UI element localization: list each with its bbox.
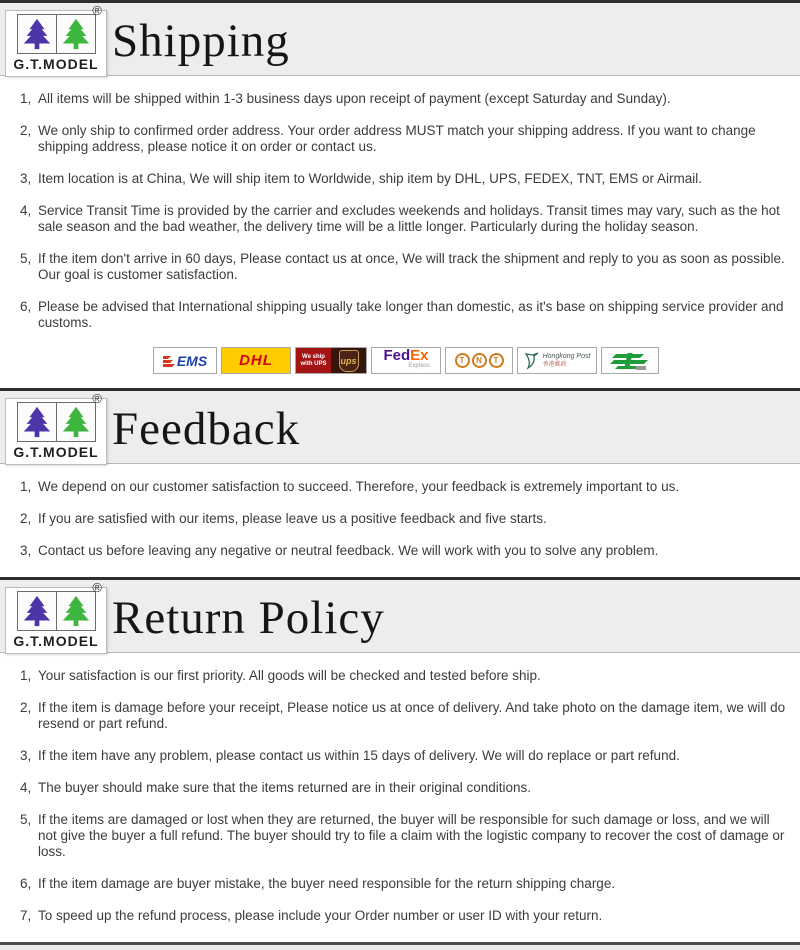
brand-name: G.T.MODEL — [13, 56, 99, 72]
purple-tree-icon — [17, 591, 57, 631]
feedback-item: 3, Contact us before leaving any negative or neutral feedback. We will work with you to solve any problem. — [20, 543, 659, 558]
feedback-title: Feedback — [112, 403, 301, 455]
shipping-content — [0, 76, 800, 388]
shipping-title: Shipping — [112, 15, 290, 67]
return-policy-item: 1, Your satisfaction is our first priority. All goods will be checked and tested before ship. — [20, 668, 541, 683]
return-policy-header-band — [0, 577, 800, 653]
feedback-header-band — [0, 388, 800, 464]
shipping-item: 6, Please be advised that International shipping usually take longer than domestic, as it's base on shipping service provider and customs. — [20, 299, 784, 330]
green-tree-icon — [56, 14, 96, 54]
logo-tree-row — [6, 402, 106, 442]
ems-logo: EMS — [153, 347, 217, 374]
return-policy-item: 7, To speed up the refund process, please include your Order number or user ID with your return. — [20, 908, 603, 923]
ups-logo: We ship with UPS ups — [295, 347, 367, 374]
gtmodel-logo — [5, 3, 107, 77]
shipping-header-band — [0, 0, 800, 76]
green-tree-icon — [56, 591, 96, 631]
section-feedback — [0, 388, 800, 577]
return-policy-item: 4, The buyer should make sure that the items returned are in their original conditions. — [20, 780, 532, 795]
return-policy-title: Return Policy — [112, 592, 385, 644]
return-policy-item: 3, If the item have any problem, please contact us within 15 days of delivery. We will do replace or part refund. — [20, 748, 680, 763]
brand-name: G.T.MODEL — [13, 444, 99, 460]
registered-trademark-symbol: ® — [92, 3, 102, 18]
return-policy-content — [0, 653, 800, 942]
section-return-policy — [0, 577, 800, 942]
carrier-logo-strip — [20, 347, 792, 374]
return-policy-item: 5, If the items are damaged or lost when they are returned, the buyer will be responsible for such damage or loss, and we will not give the buyer a full refund. The buyer should try to file a claim with the logistic company to recover the cost of damage or loss. — [20, 812, 785, 859]
return-policy-item: 2, If the item is damage before your receipt, Please notice us at once of delivery. And take photo on the damage item, we will do resend or part refund. — [20, 700, 786, 731]
registered-trademark-symbol: ® — [92, 580, 102, 595]
feedback-item: 2, If you are satisfied with our items, please leave us a positive feedback and five starts. — [20, 511, 547, 526]
registered-trademark-symbol: ® — [92, 391, 102, 406]
china-post-emblem-icon — [610, 351, 650, 371]
section-shipping — [0, 0, 800, 388]
shipping-item: 4, Service Transit Time is provided by the carrier and excludes weekends and holidays. Transit times may vary, such as the hot sale season and the bad weather, the delivery time will be a little longer. Particularly during the holiday season. — [20, 203, 780, 234]
bottom-divider — [0, 942, 800, 950]
ups-shield-icon: ups — [331, 348, 366, 373]
fedex-logo: FedEx Express — [371, 347, 441, 374]
shipping-item: 3, Item location is at China, We will ship item to Worldwide, ship item by DHL, UPS, FEDEX, TNT, EMS or Airmail. — [20, 171, 702, 186]
tnt-logo: T N T — [445, 347, 513, 374]
purple-tree-icon — [17, 402, 57, 442]
logo-tree-row — [6, 14, 106, 54]
purple-tree-icon — [17, 14, 57, 54]
gtmodel-logo — [5, 391, 107, 465]
gtmodel-logo — [5, 580, 107, 654]
return-policy-item: 6, If the item damage are buyer mistake, the buyer need responsible for the return shipping charge. — [20, 876, 616, 891]
shipping-item: 5, If the item don't arrive in 60 days, Please contact us at once, We will track the shipment and reply to you as soon as possible. Our goal is customer satisfaction. — [20, 251, 785, 282]
feedback-content — [0, 464, 800, 577]
shipping-item: 1, All items will be shipped within 1-3 business days upon receipt of payment (except Saturday and Sunday). — [20, 91, 671, 106]
feedback-item: 1, We depend on our customer satisfaction to succeed. Therefore, your feedback is extremely important to us. — [20, 479, 680, 494]
brand-name: G.T.MODEL — [13, 633, 99, 649]
hongkong-post-bird-icon — [524, 352, 540, 370]
logo-tree-row — [6, 591, 106, 631]
shipping-item: 2, We only ship to confirmed order address. Your order address MUST match your shipping address. If you want to change shipping address, please notice it on order or contact us. — [20, 123, 756, 154]
dhl-logo: DHL — [221, 347, 291, 374]
ems-chevrons-icon — [163, 354, 175, 368]
green-tree-icon — [56, 402, 96, 442]
china-post-logo — [601, 347, 659, 374]
hongkong-post-logo: Hongkong Post 香港郵政 — [517, 347, 597, 374]
